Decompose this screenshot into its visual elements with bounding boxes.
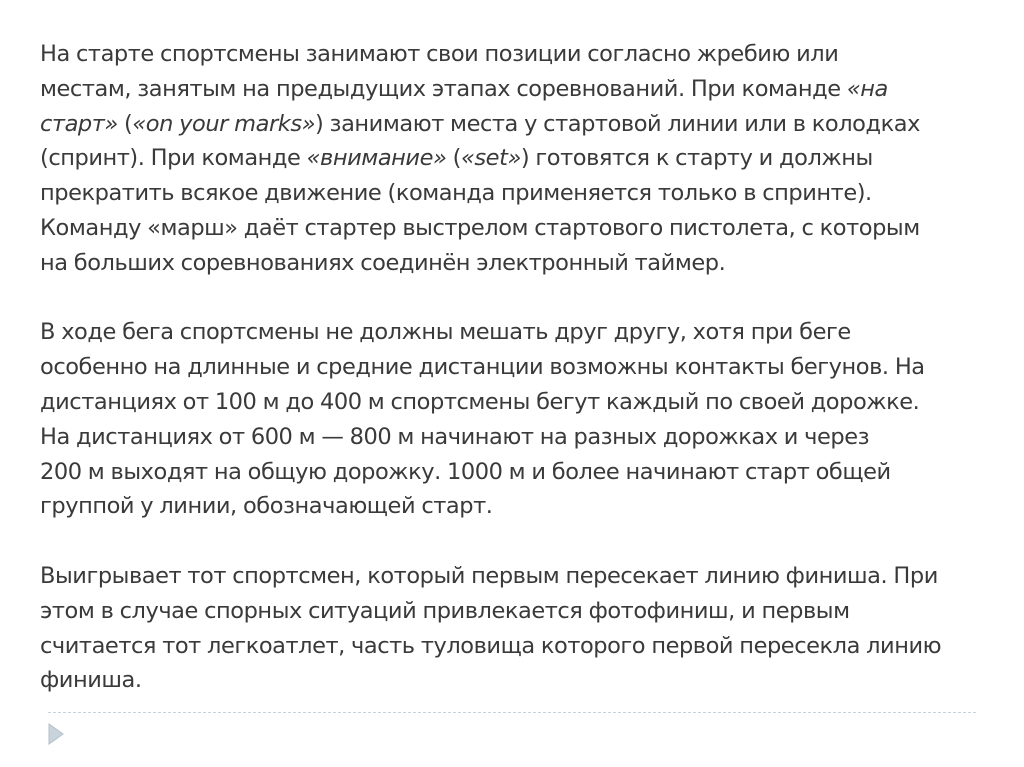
text-line xyxy=(40,176,1000,211)
text-line xyxy=(40,663,1000,698)
text-line xyxy=(40,315,1000,350)
text-line xyxy=(40,385,1000,420)
text-run: ) занимают места у стартовой линии или в колодках xyxy=(315,110,920,137)
text-run: На дистанциях от 600 м — 800 м начинают на разных дорожках и через xyxy=(40,423,870,450)
italic-text-run: «на xyxy=(846,75,888,102)
text-run: Выигрывает тот спортсмен, который первым пересекает линию финиша. При xyxy=(40,562,938,589)
text-line xyxy=(40,72,1000,107)
body-text xyxy=(40,37,1000,698)
text-run: особенно на длинные и средние дистанции возможны контакты бегунов. На xyxy=(40,354,925,381)
text-line xyxy=(40,141,1000,176)
text-line xyxy=(40,420,1000,455)
paragraph xyxy=(40,37,1000,281)
text-line xyxy=(40,559,1000,594)
text-line xyxy=(40,455,1000,490)
text-run: прекратить всякое движение (команда применяется только в спринте). xyxy=(40,180,872,207)
italic-text-run: старт» xyxy=(40,110,118,137)
footer-divider xyxy=(48,712,976,713)
text-run: местам, занятым на предыдущих этапах соревнований. При команде xyxy=(40,75,847,102)
italic-text-run: «set» xyxy=(460,145,521,172)
italic-text-run: «on your marks» xyxy=(132,110,316,137)
text-run: финиша. xyxy=(40,667,142,694)
text-line xyxy=(40,246,1000,281)
text-line xyxy=(40,211,1000,246)
text-run: на больших соревнованиях соединён электронный таймер. xyxy=(40,249,726,276)
text-line xyxy=(40,594,1000,629)
text-line xyxy=(40,37,1000,72)
text-run: В ходе бега спортсмены не должны мешать друг другу, хотя при беге xyxy=(40,319,851,346)
paragraph xyxy=(40,559,1000,698)
text-line xyxy=(40,107,1000,142)
text-run: (спринт). При команде xyxy=(40,145,307,172)
text-run: дистанциях от 100 м до 400 м спортсмены бегут каждый по своей дорожке. xyxy=(40,388,920,415)
text-run: На старте спортсмены занимают свои позиции согласно жребию или xyxy=(40,41,839,67)
text-run: 200 м выходят на общую дорожку. 1000 м и более начинают старт общей xyxy=(40,458,891,485)
text-run: Команду «марш» даёт стартер выстрелом стартового пистолета, с которым xyxy=(40,214,920,241)
text-run: ( xyxy=(117,110,133,137)
triangle-bullet-icon xyxy=(46,722,66,746)
text-run: ( xyxy=(446,145,461,172)
text-run: этом в случае спорных ситуаций привлекается фотофиниш, и первым xyxy=(40,597,850,624)
italic-text-run: «внимание» xyxy=(306,145,447,172)
text-line xyxy=(40,350,1000,385)
text-run: группой у линии, обозначающей старт. xyxy=(40,493,493,520)
text-run: ) готовятся к старту и должны xyxy=(520,145,873,172)
text-line xyxy=(40,489,1000,524)
text-run: считается тот легкоатлет, часть туловища которого первой пересекла линию xyxy=(40,632,942,659)
paragraph xyxy=(40,315,1000,524)
text-line xyxy=(40,629,1000,664)
